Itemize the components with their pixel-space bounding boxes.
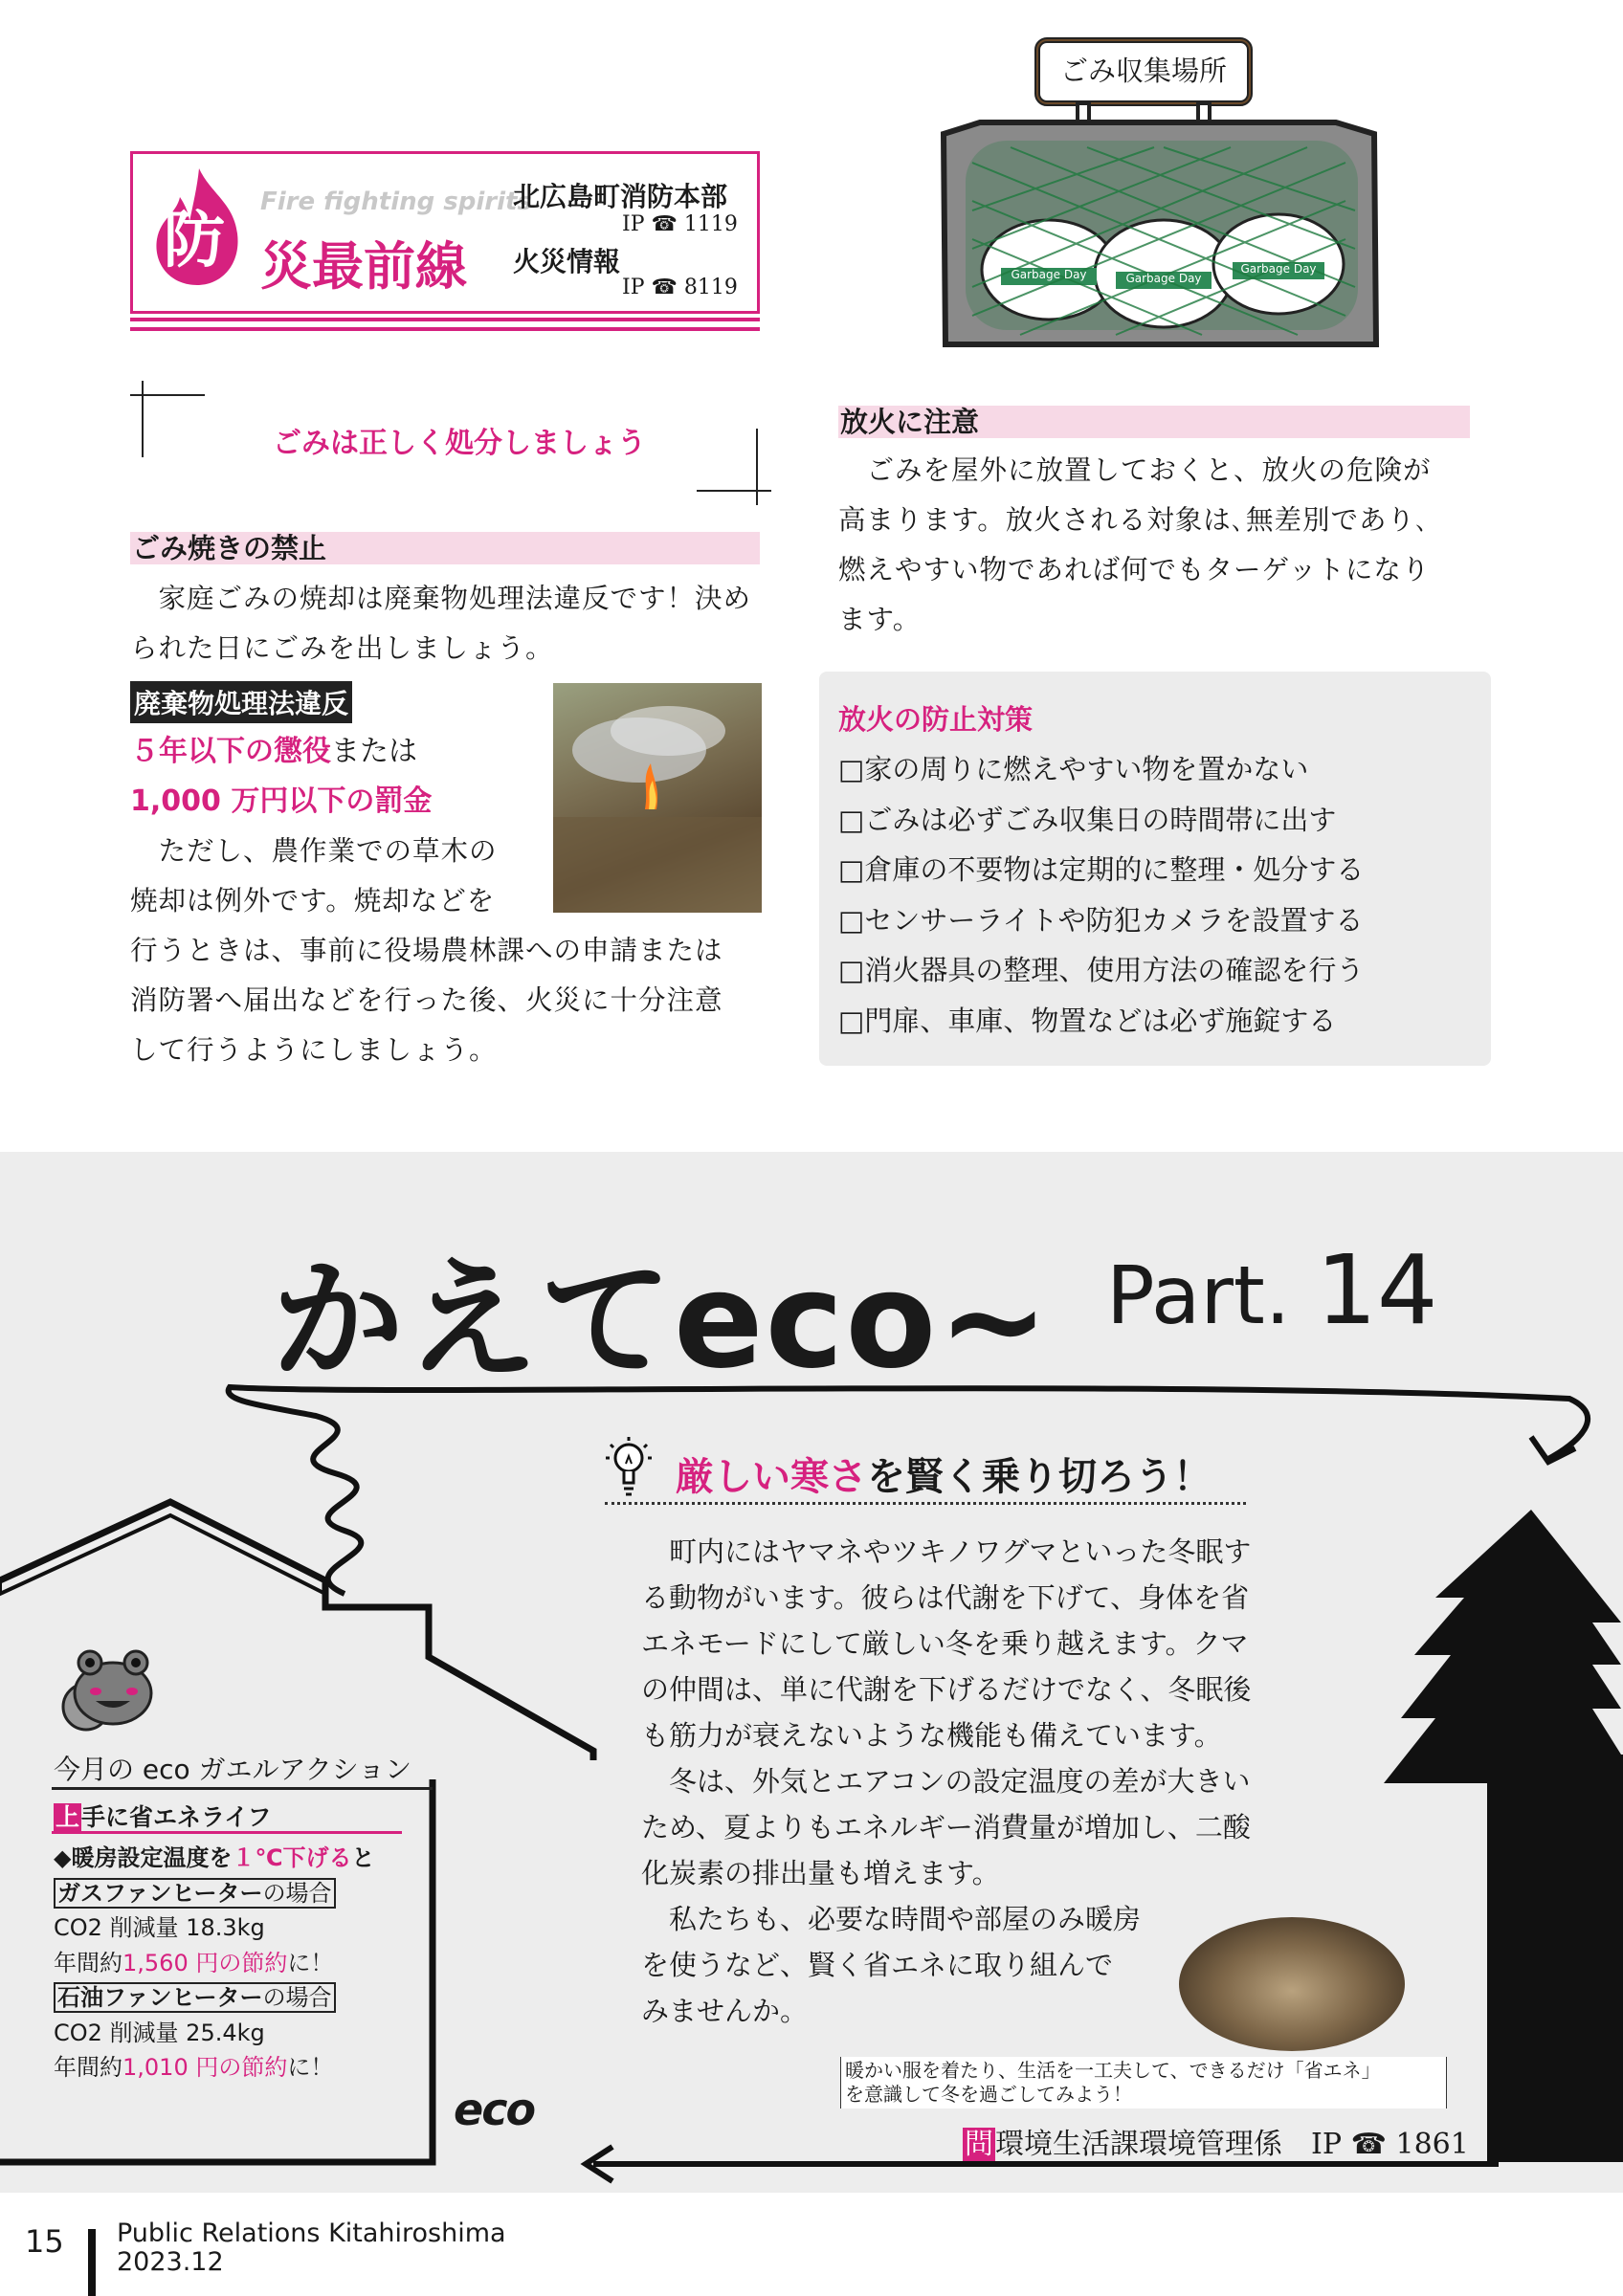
eco-headline: [676, 1446, 1212, 1501]
publication-name: Public Relations Kitahiroshima: [117, 2219, 506, 2248]
bag-label: Garbage Day: [1011, 268, 1087, 281]
lightbulb-icon: [605, 1435, 653, 1504]
fire-info-phone: IP ☎ 8119: [622, 276, 738, 299]
section-heading: ごみ焼きの禁止: [130, 532, 760, 564]
oil-savings: [54, 2050, 375, 2086]
eco-title: かえてeco~: [272, 1244, 1051, 1398]
logo-char: 防: [164, 205, 225, 276]
action-details: [54, 1841, 375, 2086]
body-line: 高まります。放火される対象は､無差別であり､: [838, 504, 1431, 536]
gas-save-amount: 1,560 円の節約: [122, 1949, 288, 1976]
crop-mark: [142, 381, 144, 457]
penalty-prison: [130, 727, 417, 769]
body-line: の仲間は、単に代謝を下げるだけでなく、冬眠後: [641, 1673, 1252, 1706]
penalty-fine: 1,000 万円以下の罰金: [130, 784, 433, 818]
oil-save-amount: 1,010 円の節約: [122, 2054, 288, 2081]
footer-publication: [117, 2219, 506, 2277]
gas-co2: CO2 削減量 18.3kg: [54, 1914, 265, 1941]
oil-save-post: に！: [287, 2054, 334, 2081]
crop-mark: [756, 429, 758, 505]
gas-heater-suffix: の場合: [262, 1879, 332, 1907]
subtitle-mark: 上: [56, 1803, 80, 1831]
body-line: 化炭素の排出量も増えます。: [641, 1857, 1000, 1889]
setting-accent: １℃下げる: [232, 1844, 352, 1871]
body-line: を使うなど、賢く省エネに取り組んで: [641, 1949, 1114, 1981]
body-line: ます。: [838, 604, 922, 635]
inquiry-mark: 問: [965, 2128, 993, 2161]
crop-mark: [697, 490, 771, 492]
eco-logo: eco: [454, 2084, 535, 2135]
bag-label: Garbage Day: [1240, 262, 1317, 276]
checklist-item: □消火器具の整理、使用方法の確認を行う: [838, 954, 1365, 986]
action-title: 今月の eco ガエルアクション: [54, 1754, 412, 1785]
checklist-item: □倉庫の不要物は定期的に整理・処分する: [838, 853, 1365, 886]
page-number: 15: [25, 2223, 64, 2260]
banner-subtitle: Fire fighting spirits: [260, 188, 532, 216]
body-line: 冬は、外気とエアコンの設定温度の差が大きい: [641, 1765, 1251, 1798]
prevention-list: [838, 744, 1364, 1046]
checklist-item: □センサーライトや防犯カメラを設置する: [838, 903, 1364, 937]
oil-heater-line: [54, 1980, 375, 2016]
collection-sign: ごみ収集場所: [1059, 55, 1227, 87]
article-title: ごみは正しく処分しましょう: [273, 427, 646, 460]
setting-line: [54, 1841, 375, 1876]
body-line: 焼却は例外です。焼却などを: [130, 885, 496, 916]
contact-text: 環境生活課環境管理係 IP ☎ 1861: [995, 2128, 1469, 2161]
action-title-underline: [52, 1787, 433, 1790]
arson-text: [838, 446, 1432, 645]
contact-info: [963, 2120, 1469, 2162]
gas-save-post: に！: [287, 1949, 334, 1976]
penalty-connector: または: [331, 735, 417, 768]
oil-heater-label: [54, 1982, 336, 2013]
eco-part: [1106, 1234, 1437, 1346]
body-line: みませんか。: [641, 1995, 809, 2027]
action-subtitle: [54, 1799, 272, 1833]
law-label: 廃棄物処理法違反: [130, 681, 352, 723]
oil-heater-suffix: の場合: [262, 1984, 332, 2011]
setting-pre: ◆暖房設定温度を: [54, 1844, 233, 1871]
body-line: も筋力が衰えないような機能も備えています。: [641, 1719, 1222, 1752]
dept-name: 北広島町消防本部: [513, 181, 728, 212]
body-line: 町内にはヤマネやツキノワグマといった冬眠す: [641, 1535, 1252, 1568]
body-line: 私たちも、必要な時間や部屋のみ暖房: [641, 1903, 1142, 1935]
oil-co2: CO2 削減量 25.4kg: [54, 2019, 265, 2046]
headline-underline: [605, 1502, 1246, 1505]
oil-save-pre: 年間約: [54, 2054, 122, 2081]
gas-savings: [54, 1946, 375, 1981]
prevention-title: 放火の防止対策: [838, 703, 1034, 736]
body-line: エネモードにして厳しい冬を乗り越えます。クマ: [641, 1627, 1249, 1660]
body-line: る動物がいます。彼らは代謝を下げて、身体を省: [641, 1581, 1250, 1614]
body-line: して行うようにしましょう。: [130, 1034, 498, 1066]
exception-text: [130, 827, 723, 1075]
section-body: 家庭ごみの焼却は廃棄物処理法違反です！決められた日にごみを出しましょう。: [130, 583, 752, 664]
action-subtitle-underline: [52, 1831, 402, 1834]
body-line: ただし、農作業での草木の: [130, 835, 498, 867]
checklist-item: □ごみは必ずごみ収集日の時間帯に出す: [838, 803, 1337, 836]
part-number: 14: [1316, 1234, 1438, 1346]
squirrel-photo: [1179, 1917, 1405, 2051]
checklist-item: □門扉、車庫、物置などは必ず施錠する: [838, 1004, 1337, 1037]
body-line: ごみを屋外に放置しておくと、放火の危険が: [838, 454, 1432, 486]
banner-underline: [130, 312, 760, 341]
subtitle-rest: 手に省エネライフ: [81, 1803, 272, 1831]
setting-post: と: [351, 1844, 375, 1871]
gas-heater-label: [54, 1878, 336, 1909]
banner-title: 災最前線: [260, 235, 467, 297]
caption-line: を意識して冬を過ごしてみよう！: [845, 2083, 1132, 2106]
footer-divider: [88, 2229, 96, 2296]
caption-line: 暖かい服を着たり、生活を一工夫して、できるだけ「省エネ」: [845, 2059, 1381, 2082]
body-line: ため、夏よりもエネルギー消費量が増加し、二酸: [641, 1811, 1251, 1843]
photo-caption: [840, 2057, 1447, 2108]
body-line: 消防署へ届出などを行った後、火災に十分注意: [130, 984, 723, 1016]
part-label: Part.: [1106, 1248, 1291, 1342]
gas-heater-name: ガスファンヒーター: [57, 1879, 263, 1907]
dept-phone: IP ☎ 1119: [622, 212, 738, 236]
fire-info-label: 火災情報: [513, 246, 621, 277]
gas-heater-line: [54, 1876, 375, 1911]
body-line: 燃えやすい物であれば何でもターゲットになり: [838, 554, 1431, 585]
checklist-item: □家の周りに燃えやすい物を置かない: [838, 753, 1309, 785]
frog-mascot-icon: [54, 1645, 161, 1741]
headline-rest: を賢く乗り切ろう！: [867, 1455, 1212, 1499]
oil-heater-name: 石油ファンヒーター: [57, 1984, 263, 2011]
bag-label: Garbage Day: [1125, 272, 1202, 285]
penalty-prison-term: ５年以下の懲役: [130, 735, 331, 768]
gas-save-pre: 年間約: [54, 1949, 122, 1976]
section-heading: 放火に注意: [838, 406, 1470, 438]
publication-date: 2023.12: [117, 2247, 224, 2277]
body-line: 行うときは、事前に役場農林課への申請または: [130, 935, 723, 966]
headline-accent: 厳しい寒さ: [676, 1455, 867, 1499]
